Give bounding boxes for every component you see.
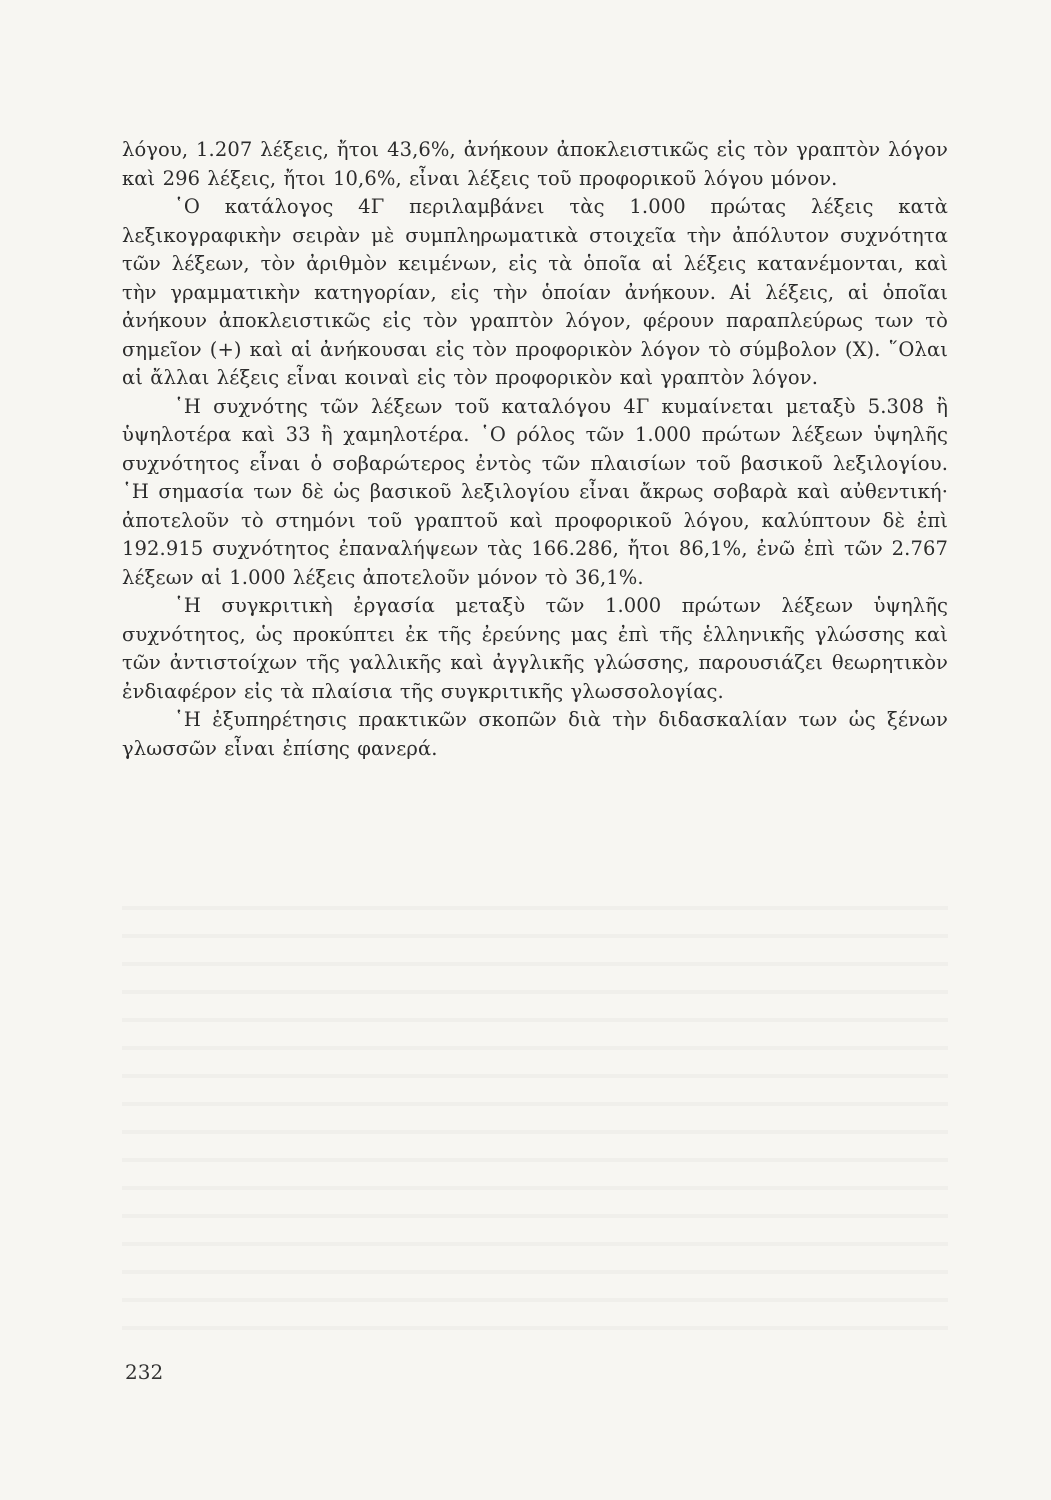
paragraph-continuation: λόγου, 1.207 λέξεις, ἤτοι 43,6%, ἀνήκουν ἀποκλειστικῶς εἰς τὸν γραπτὸν λόγον καὶ 296 λέξεις, ἤτοι 10,6%, εἶναι λέξεις τοῦ προφορικοῦ λόγου μόνον. — [122, 138, 948, 190]
show-through-texture — [122, 890, 948, 1350]
paragraph-frequency: ῾Η συχνότης τῶν λέξεων τοῦ καταλόγου 4Γ κυμαίνεται μεταξὺ 5.308 ἢ ὑψηλοτέρα καὶ 33 ἢ χαμηλοτέρα. ῾Ο ρόλος τῶν 1.000 πρώτων λέξεων ὑψηλῆς συχνότητος εἶναι ὁ σοβαρώτερος ἐντὸς τῶν πλαισίων τοῦ βασικοῦ λεξιλογίου. ῾Η σημασία των δὲ ὡς βασικοῦ λεξιλογίου εἶναι ἄκρως σοβαρὰ καὶ αὐθεντική· ἀποτελοῦν τὸ στημόνι τοῦ γραπτοῦ καὶ προφορικοῦ λόγου, καλύπτουν δὲ ἐπὶ 192.915 συχνότητος ἐπαναλήψεων τὰς 166.286, ἤτοι 86,1%, ἐνῶ ἐπὶ τῶν 2.767 λέξεων αἱ 1.000 λέξεις ἀποτελοῦν μόνον τὸ 36,1%. — [122, 394, 948, 589]
paragraph-catalogue-4g: ῾Ο κατάλογος 4Γ περιλαμβάνει τὰς 1.000 πρώτας λέξεις κατὰ λεξικογραφικὴν σειρὰν μὲ συμπληρωματικὰ στοιχεῖα τὴν ἀπόλυτον συχνότητα τῶν λέξεων, τὸν ἀριθμὸν κειμένων, εἰς τὰ ὁποῖα αἱ λέξεις κατανέμονται, καὶ τὴν γραμματικὴν κατηγορίαν, εἰς τὴν ὁποίαν ἀνήκουν. Αἱ λέξεις, αἱ ὁποῖαι ἀνήκουν ἀποκλειστικῶς εἰς τὸν γραπτὸν λόγον, φέρουν παραπλεύρως των τὸ σημεῖον (+) καὶ αἱ ἀνήκουσαι εἰς τὸν προφορικὸν λόγον τὸ σύμβολον (Χ). ῞Ολαι αἱ ἄλλαι λέξεις εἶναι κοιναὶ εἰς τὸν προφορικὸν καὶ γραπτὸν λόγον. — [122, 195, 948, 389]
paragraph-comparative: ῾Η συγκριτικὴ ἐργασία μεταξὺ τῶν 1.000 πρώτων λέξεων ὑψηλῆς συχνότητος, ὡς προκύπτει ἐκ τῆς ἐρεύνης μας ἐπὶ τῆς ἑλληνικῆς γλώσσης καὶ τῶν ἀντιστοίχων τῆς γαλλικῆς καὶ ἀγγλικῆς γλώσσης, παρουσιάζει θεωρητικὸν ἐνδιαφέρον εἰς τὰ πλαίσια τῆς συγκριτικῆς γλωσσολογίας. — [122, 594, 948, 703]
paragraph-practical: ῾Η ἐξυπηρέτησις πρακτικῶν σκοπῶν διὰ τὴν διδασκαλίαν των ὡς ξένων γλωσσῶν εἶναι ἐπίσης φανερά. — [122, 708, 948, 760]
body-text — [122, 136, 948, 763]
page-number: 232 — [125, 1360, 164, 1384]
